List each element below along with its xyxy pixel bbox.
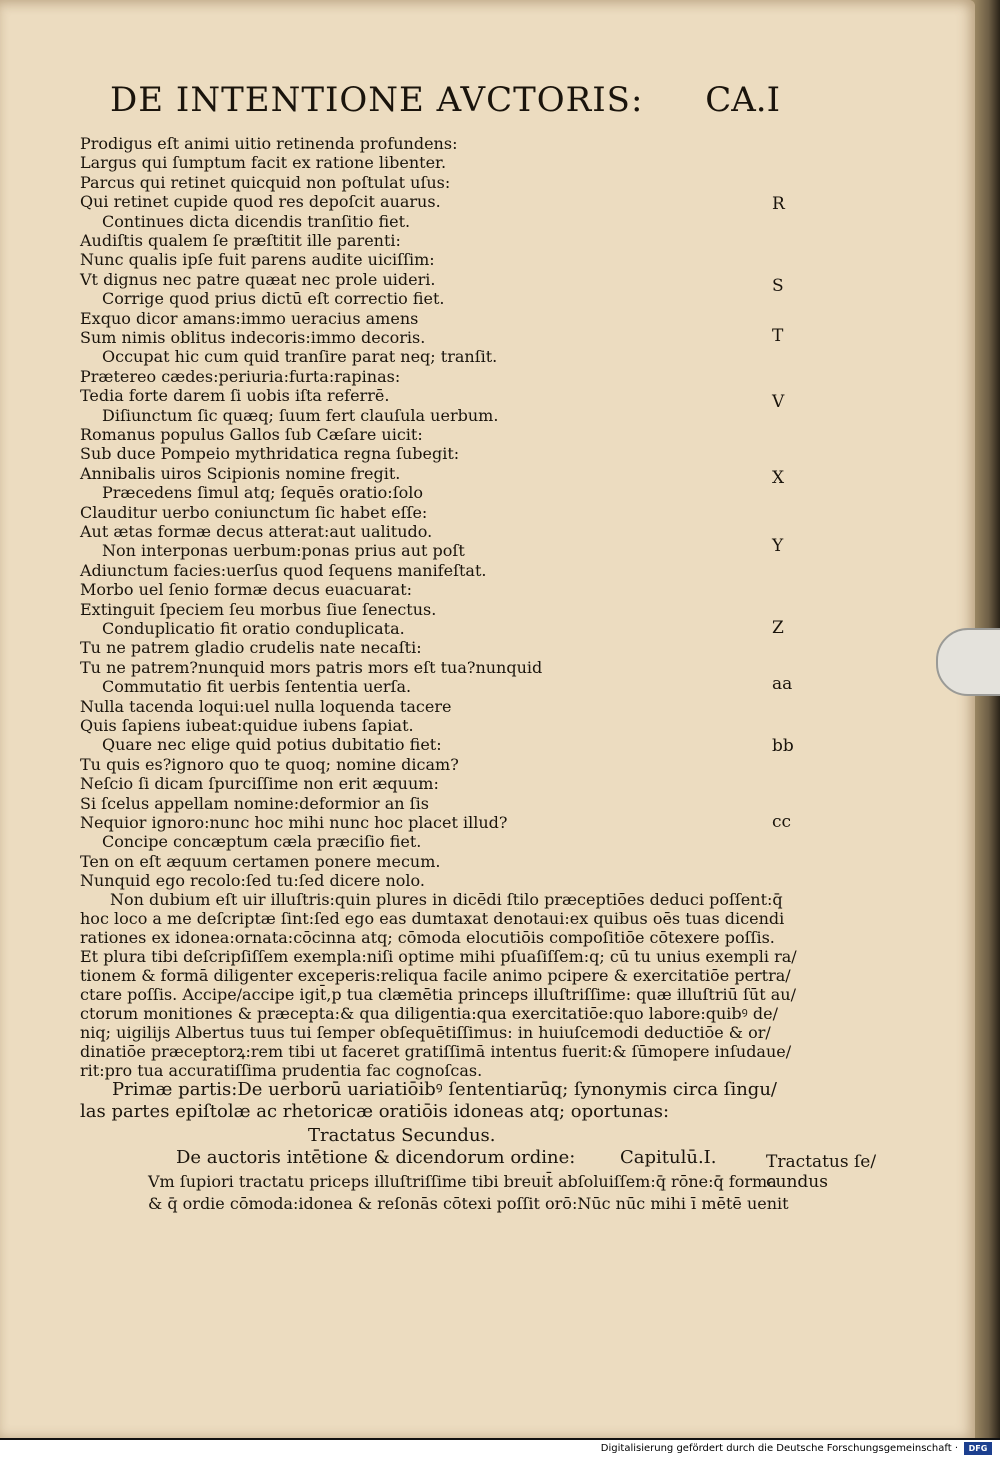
verse-line: Quare nec elige quid potius dubitatio fiet: <box>102 735 442 755</box>
verse-line: Exquo dicor amans:immo ueracius amens <box>80 308 419 328</box>
verse-line: Qui retinet cupide quod res depoſcit auarus. <box>80 192 441 212</box>
margin-letter: X <box>772 468 785 488</box>
prose-line: & q̄ ordie cōmoda:idonea & reſonās cōtexi poſſit orō:Nūc nūc mihi ī mētē uenit <box>148 1194 789 1213</box>
verse-line: Diſiunctum ſic quæq; ſuum fert clauſula uerbum. <box>102 405 499 425</box>
verse-line: Vt dignus nec patre quæat nec prole uideri. <box>80 269 436 289</box>
verse-line: Prodigus eſt animi uitio retinenda profundens: <box>80 134 458 153</box>
prose-line: niq; uigilijs Albertus tuus tui ſemper obſequētiſſimus: in huiuſcemodi deductiōe & or/ <box>80 1023 771 1042</box>
prose-line: Capitulū.I. <box>620 1147 717 1168</box>
verse-line: Præcedens ſimul atq; ſequēs oratio:ſolo <box>102 483 423 503</box>
footer-credit: Digitalisierung gefördert durch die Deutsche Forschungsgemeinschaft · <box>600 1443 958 1454</box>
prose-line: hoc loco a me deſcriptæ ſint:ſed ego eas dumtaxat denotaui:ex quibus oēs tuas dicendi <box>80 909 785 928</box>
margin-note-line-2: cundus <box>766 1172 828 1192</box>
margin-letter: T <box>772 326 784 346</box>
prose-line: las partes epiſtolæ ac rhetoricæ oratiōis idoneas atq; oportunas: <box>80 1101 670 1122</box>
margin-letter: Z <box>772 618 784 638</box>
verse-line: Extinguit ſpeciem ſeu morbus ſiue ſenectus. <box>80 599 437 619</box>
verse-line: Clauditur uerbo coniunctum ſic habet eſſe: <box>80 502 428 522</box>
running-header <box>110 80 780 130</box>
verse-line: Conduplicatio fit oratio conduplicata. <box>102 619 405 638</box>
verse-line: Nunquid ego recolo:ſed tu:ſed dicere nolo. <box>80 871 425 891</box>
prose-line: Non dubium eſt uir illuſtris:quin plures in dicēdi ſtilo præceptiōes deduci poſſent:q̄ <box>110 890 783 909</box>
verse-line: Continues dicta dicendis tranſitio fiet. <box>102 211 411 231</box>
verse-line: Non interponas uerbum:ponas prius aut poſt <box>102 541 465 561</box>
prose-block <box>80 890 797 1220</box>
prose-line: rationes ex idonea:ornata:cōcinna atq; cōmoda elocutiōis compoſitiōe cōtexere poſſis. <box>80 928 775 947</box>
margin-letter: cc <box>772 812 792 832</box>
prose-line: rit:pro tua accuratiſſima prudentia fac cognoſcas. <box>80 1061 483 1080</box>
verse-line: Neſcio ſi dicam ſpurciſſime non erit æquum: <box>80 774 439 794</box>
verse-line: Nulla tacenda loqui:uel nulla loquenda tacere <box>80 696 452 716</box>
bookmark-tab <box>936 628 1000 696</box>
verse-line: Adiunctum facies:uerſus quod ſequens manifeſtat. <box>80 560 487 580</box>
margin-note-line-1: Tractatus ſe/ <box>766 1152 877 1172</box>
verse-line: Aut ætas formæ decus atterat:aut ualitudo. <box>80 522 433 541</box>
verse-line: Nunc qualis ipſe fuit parens audite uiciſſim: <box>80 250 435 270</box>
margin-letter: R <box>772 194 785 214</box>
verse-line: Parcus qui retinet quicquid non poſtulat uſus: <box>80 172 451 192</box>
verse-line: Corrige quod prius dictū eſt correctio fiet. <box>102 289 445 309</box>
verse-line: Occupat hic cum quid tranſire parat neq; tranſit. <box>102 347 498 367</box>
margin-letter: aa <box>772 674 793 694</box>
prose-line: De auctoris intētione & dicendorum ordine: <box>176 1147 576 1168</box>
dfg-logo: DFG <box>964 1442 992 1455</box>
verse-line: Tu ne patrem gladio crudelis nate necaſti: <box>80 638 422 658</box>
verse-line: Ten on eſt æquum certamen ponere mecum. <box>80 851 441 871</box>
verse-line: Commutatio fit uerbis ſententia uerſa. <box>102 677 412 697</box>
verse-line: Annibalis uiros Scipionis nomine fregit. <box>80 463 401 483</box>
verse-line: Concipe concæptum cæla præciſio fiet. <box>102 832 422 852</box>
verse-line: Prætereo cædes:periuria:furta:rapinas: <box>80 366 401 386</box>
prose-line: tionem & formā diligenter exceperis:reliqua facile animo pcipere & exercitatiōe pertra/ <box>80 966 791 985</box>
verse-block <box>80 134 780 894</box>
prose-line: Vm ſupiori tractatu priceps illuſtriſſime tibi breuit̄ abſoluiſſem:q̄ rōne:q̄ forma <box>148 1172 777 1191</box>
prose-line: ctorum monitiones & præcepta:& qua diligentia:qua exercitatiōe:quo labore:quibꝰ de/ <box>80 1004 778 1023</box>
margin-letter: S <box>772 276 784 296</box>
footer-bar <box>0 1440 1000 1458</box>
prose-line: Tractatus Secundus. <box>308 1125 496 1146</box>
prose-line: ctare poſſis. Accipe/accipe igit̄,p tua clæmētia princeps illuſtriſſime: quæ illuſtriū ſūt au/ <box>80 985 796 1004</box>
margin-letter: V <box>772 392 785 412</box>
verse-line: Tu quis es?ignoro quo te quoq; nomine dicam? <box>80 754 459 774</box>
prose-line: Primæ partis:De uerborū uariatiōibꝰ ſententiarūq; ſynonymis circa ſingu/ <box>112 1079 777 1100</box>
margin-letter: Y <box>772 536 784 556</box>
header-title: DE INTENTIONE AVCTORIS: <box>110 80 644 120</box>
verse-line: Sum nimis oblitus indecoris:immo decoris. <box>80 328 426 347</box>
verse-line: Quis ſapiens iubeat:quidue iubens ſapiat. <box>80 716 414 735</box>
margin-letter: bb <box>772 736 794 756</box>
header-chapter: CA.I <box>705 80 780 120</box>
verse-line: Tedia forte darem ſi uobis iſta referrē. <box>80 386 390 406</box>
verse-line: Si ſcelus appellam nomine:deformior an ſis <box>80 793 429 813</box>
verse-line: Romanus populus Gallos ſub Cæſare uicit: <box>80 425 423 444</box>
verse-line: Tu ne patrem?nunquid mors patris mors eſt tua?nunquid <box>80 657 543 677</box>
verse-line: Audiſtis qualem ſe præſtitit ille parenti: <box>80 231 401 250</box>
verse-line: Largus qui ſumptum facit ex ratione libenter. <box>80 153 447 173</box>
verse-line: Morbo uel ſenio formæ decus euacuarat: <box>80 580 413 600</box>
verse-line: Nequior ignoro:nunc hoc mihi nunc hoc placet illud? <box>80 813 508 832</box>
verse-line: Sub duce Pompeio mythridatica regna ſubegit: <box>80 444 460 464</box>
prose-line: Et plura tibi deſcripſiſſem exempla:niſi optime mihi pſuaſiſſem:q; cū tu unius exempli ra/ <box>80 947 797 966</box>
prose-line: dinatiōe præceptorꝝ:rem tibi ut faceret gratiſſimā intentus fuerit:& ſūmopere inſudaue/ <box>80 1042 792 1061</box>
